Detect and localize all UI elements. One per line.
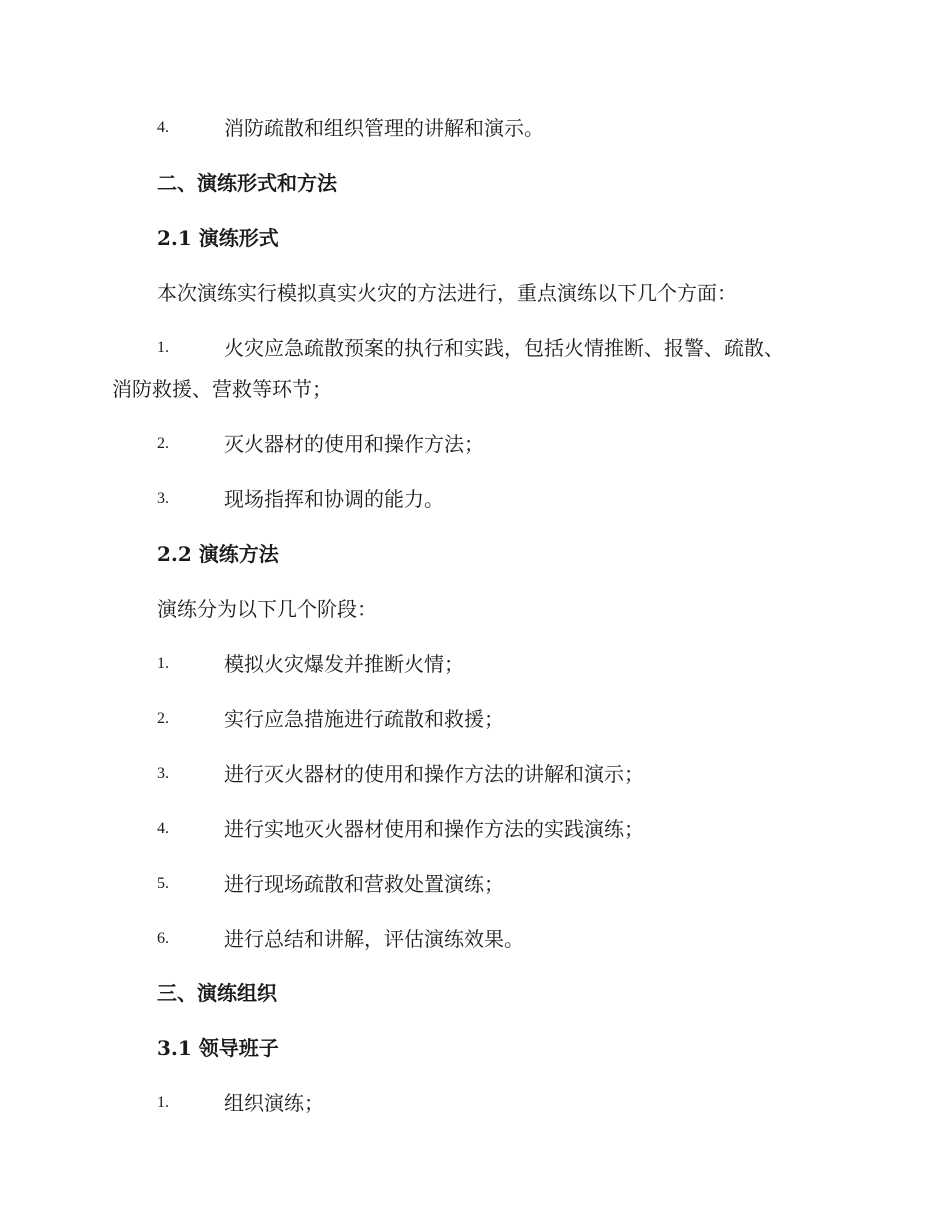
list-item-text: 进行灭火器材的使用和操作方法的讲解和演示； — [224, 762, 644, 786]
list-item-text: 进行总结和讲解，评估演练效果。 — [224, 927, 524, 951]
list-item-number: 4. — [157, 820, 169, 837]
list-item-number: 2. — [157, 435, 169, 452]
subsection-heading: 2.1 演练形式 — [157, 226, 279, 250]
list-item-text: 灭火器材的使用和操作方法； — [224, 432, 484, 456]
list-item-number: 5. — [157, 875, 169, 892]
list-item-number: 1. — [157, 339, 169, 356]
list-item-number: 1. — [157, 655, 169, 672]
section-heading: 二、演练形式和方法 — [157, 171, 337, 195]
paragraph: 演练分为以下几个阶段： — [157, 597, 377, 621]
list-item-continuation: 消防救援、营救等环节； — [112, 377, 332, 401]
list-item-text: 进行实地灭火器材使用和操作方法的实践演练； — [224, 817, 644, 841]
list-item-text: 现场指挥和协调的能力。 — [224, 487, 444, 511]
list-item-text: 火灾应急疏散预案的执行和实践，包括火情推断、报警、疏散、 — [224, 336, 784, 360]
paragraph: 本次演练实行模拟真实火灾的方法进行，重点演练以下几个方面： — [157, 281, 737, 305]
list-item-number: 3. — [157, 490, 169, 507]
subsection-heading: 2.2 演练方法 — [157, 542, 279, 566]
list-item-number: 3. — [157, 765, 169, 782]
list-item-number: 4. — [157, 119, 169, 136]
list-item-text: 进行现场疏散和营救处置演练； — [224, 872, 504, 896]
list-item-text: 消防疏散和组织管理的讲解和演示。 — [224, 116, 544, 140]
list-item-number: 2. — [157, 710, 169, 727]
list-item-text: 实行应急措施进行疏散和救援； — [224, 707, 504, 731]
list-item-number: 1. — [157, 1094, 169, 1111]
section-heading: 三、演练组织 — [157, 981, 277, 1005]
subsection-heading: 3.1 领导班子 — [157, 1036, 279, 1060]
list-item-text: 组织演练； — [224, 1091, 324, 1115]
list-item-number: 6. — [157, 930, 169, 947]
list-item-text: 模拟火灾爆发并推断火情； — [224, 652, 464, 676]
